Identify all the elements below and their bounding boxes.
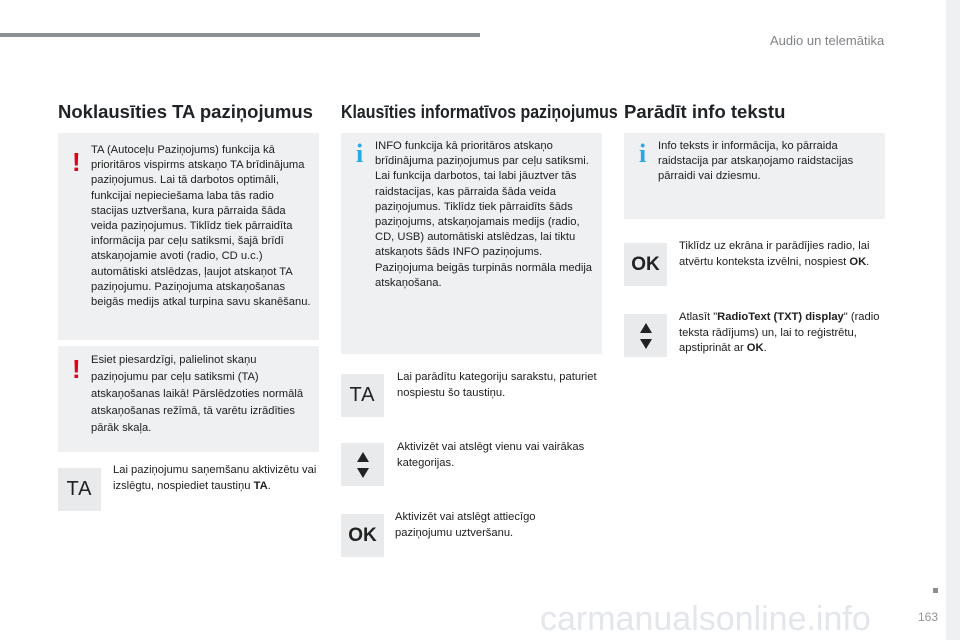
col2-info-box: [341, 133, 602, 354]
up-down-arrows-icon: [357, 452, 369, 478]
info-icon: i: [356, 139, 364, 168]
col2-arrows-description: Aktivizēt vai atslēgt vienu vai vairākas kategorijas.: [397, 441, 585, 469]
section-title: Audio un telemātika: [770, 33, 885, 48]
warning-icon: !: [72, 147, 81, 177]
col2-ok-description: Aktivizēt vai atslēgt attiecīgo paziņojumu uztveršanu.: [395, 511, 536, 539]
ta-key: [58, 468, 101, 511]
col2-ta-description: Lai parādītu kategoriju sarakstu, paturiet nospiestu šo taustiņu.: [397, 371, 597, 399]
col2-info-text: INFO funkcija kā prioritāros atskaņo brīdinājuma paziņojumus par ceļu satiksmi. Lai funkcija darbotos, tai labi jāuztver tās raidstacijas, kas pārraida šāda veida paziņojumus. Tiklīdz tiek pārraidīts šāds paziņojums, atskaņojamais medijs (radio, CD, USB) automātiski atslēdzas, lai tiktu atskaņots šāds INFO paziņojums. Paziņojuma beigās turpinās normāla medija atskaņošana.: [375, 140, 593, 289]
ok-key-label: OK: [631, 253, 660, 275]
col1-heading: Noklausīties TA paziņojumus: [58, 101, 313, 122]
watermark: carmanualsonline.info: [540, 600, 871, 638]
col1-warning-box-2: [58, 346, 319, 452]
up-down-arrows-icon: [640, 323, 652, 349]
col1-warning-text-2: Esiet piesardzīgi, palielinot skaņu paziņojumu par ceļu satiksmi (TA) atskaņošanas laikā! Pārslēdzoties normālā atskaņošanas režīmā, tā varētu izrādīties pārāk skaļa.: [91, 354, 304, 434]
warning-icon: !: [72, 354, 81, 384]
ok-key-label: OK: [348, 524, 377, 546]
col3-arrows-description: Atlasīt "RadioText (TXT) display" (radio teksta rādījums) un, lai to reģistrētu, apstiprināt ar OK.: [679, 311, 880, 354]
ta-key: [341, 374, 384, 417]
info-icon: i: [639, 139, 647, 168]
col3-heading: Parādīt info tekstu: [624, 101, 786, 122]
arrow-keys: [624, 314, 667, 357]
page-edge-strip: [946, 0, 960, 640]
col3-info-text: Info teksts ir informācija, ko pārraida raidstacija par atskaņojamo raidstacijas pārraidi vai dziesmu.: [658, 140, 854, 183]
col3-ok-description: Tiklīdz uz ekrāna ir parādījies radio, lai atvērtu konteksta izvēlni, nospiest OK.: [679, 240, 870, 268]
ta-key-label: TA: [349, 384, 376, 406]
ta-key-label: TA: [66, 478, 93, 500]
ok-key: [624, 243, 667, 286]
col2-heading: Klausīties informatīvos paziņojumus: [341, 101, 618, 122]
col1-ta-description: Lai paziņojumu saņemšanu aktivizētu vai izslēgtu, nospiediet taustiņu TA.: [113, 464, 317, 492]
header-rule: [0, 33, 480, 37]
col1-warning-box-1: [58, 133, 319, 340]
page-marker: [933, 588, 938, 593]
col3-info-box: [624, 133, 885, 219]
col1-warning-text-1: TA (Autoceļu Paziņojums) funkcija kā prioritāros vispirms atskaņo TA brīdinājuma paziņojumus. Lai tā darbotos optimāli, funkcijai nepieciešama laba tās radio stacijas uztveršana, kura pārraida šāda veida paziņojumus. Tiklīdz tiek pārraidīta informācija par ceļu satiksmi, šajā brīdī atskaņojamie avoti (radio, CD u.c.) automātiski atslēdzas, ļaujot atskaņot TA paziņojumu. Paziņojuma atskaņošanas beigās medijs atkal turpina savu skanēšanu.: [91, 144, 311, 309]
page-number: 163: [917, 610, 938, 624]
ok-key: [341, 514, 384, 557]
arrow-keys: [341, 443, 384, 486]
